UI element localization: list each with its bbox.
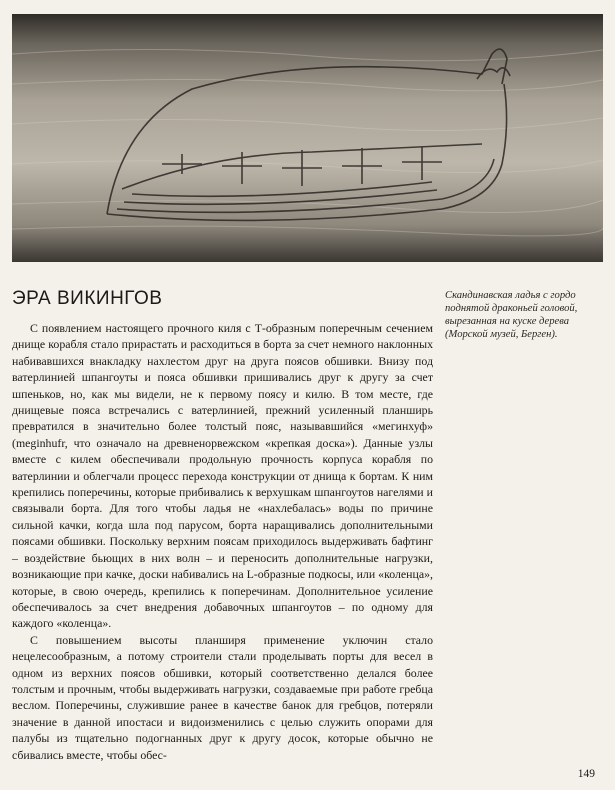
image-caption: Скандинавская ладья с гордо поднятой драконьей головой, вырезанная на куске дерева (Морской музей, Берген). xyxy=(445,290,578,340)
page-number: 149 xyxy=(577,768,595,780)
paragraph: С повышением высоты планширя применение уключин стало нецелесообразным, а потому строители стали проделывать порты для весел в одном из верхних поясов обшивки, который соответственно делался более толстым и прочным, чтобы выдерживать нагрузки, создаваемые при работе гребца веслом. Поперечины, служившие ранее в качестве банок для гребцов, потеряли значение в данной ипостаси и видоизменились с целью служить опорами для палубы из тщательно подогнанных друг к другу досок, которые обычно не сбивались вместе, чтобы обес- xyxy=(12,632,433,762)
carved-viking-ship-photo xyxy=(12,14,603,262)
wood-carving-image xyxy=(12,14,603,262)
section-heading: ЭРА ВИКИНГОВ xyxy=(12,288,163,309)
paragraph: С появлением настоящего прочного киля с Т-образным поперечным сечением днище корабля стало прирастать и расходиться в борта за счет немного наклонных набивавшихся внакладку нахлестом друг на друга поясов обшивки. Внизу под ватерлинией шпангоуты и пояса обшивки пришивались друг к другу за счет шпеньков, но, как мы видели, не к первому поясу и килю. В том месте, где днищевые пояса встречались с ватерлинией, прежний усиленный планширь превратился в значительно более толстый пояс, называвшийся «мегинхуф» (meginhufr, что означало на древненорвежском «крепкая доска»). Данные узлы вместе с килем обеспечивали продольную прочность корпуса корабля по ватерлинии и облегчали процесс перехода конструкции от днища к бортам. К ним крепились поперечины, которые прибивались к верхушкам шпангоутов нагелями и связывали борта. Для того чтобы ладья не «нахлебалась» воды по причине сильной качки, когда шла под парусом, борта наращивались дополнительными поясами обшивки. Поскольку верхним поясам приходилось выдерживать бафтинг – воздействие бьющих в них волн – и переносить дополнительные нагрузки, возникающие при качке, доски набивались на L-образные подкосы, или «коленца», которые, в свою очередь, крепились к поперечинам. Дополнительное усиление обеспечивалось за счет внедрения добавочных шпангоутов – по одному для каждого «коленца». xyxy=(12,321,433,631)
body-text xyxy=(12,320,433,763)
